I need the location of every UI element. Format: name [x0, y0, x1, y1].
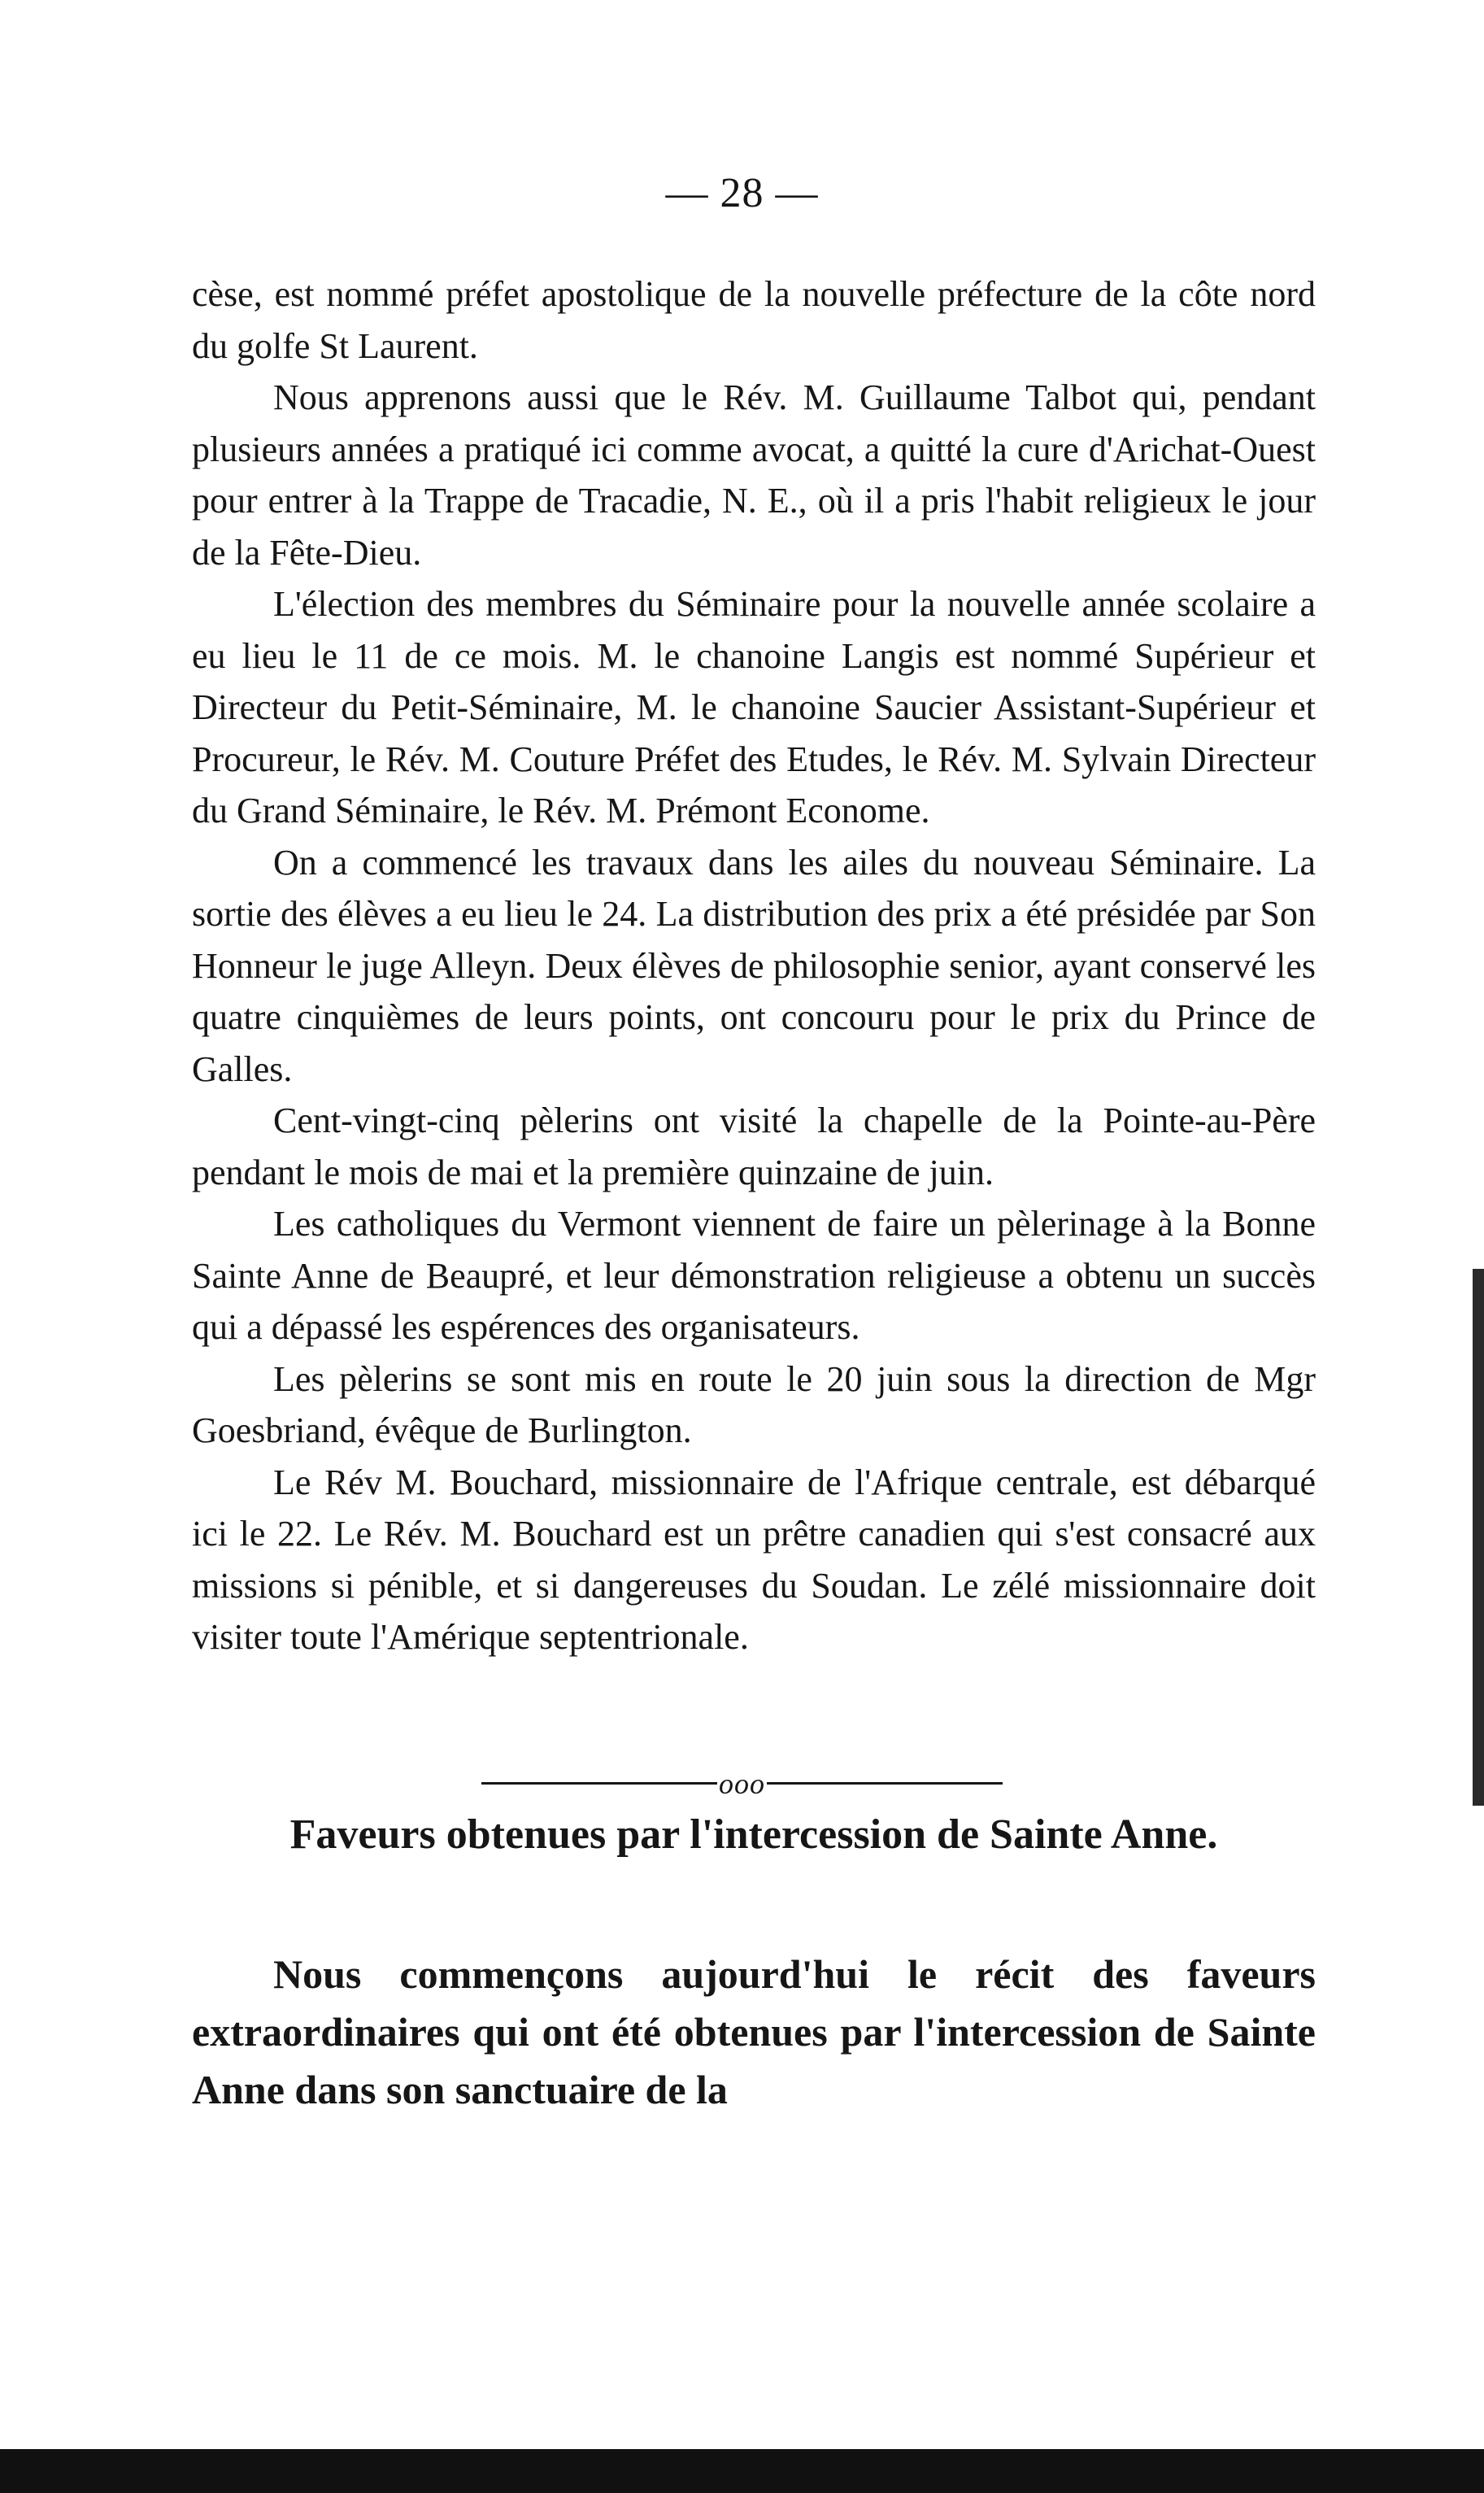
paragraph-2: Nous apprenons aussi que le Rév. M. Guillaume Talbot qui, pendant plusieurs années a pratiqué ici comme avocat, a quitté la cure d'Arichat-Ouest pour entrer à la Trappe de Tracadie, N. E., où il a pris l'habit religieux le jour de la Fête-Dieu.: [192, 377, 1316, 573]
section-intro: Nous commençons aujourd'hui le récit des faveurs extraordinaires qui ont été obtenues par l'intercession de Sainte Anne dans son sanctuaire de la: [192, 1951, 1316, 2112]
paragraph-7: Les pèlerins se sont mis en route le 20 juin sous la direction de Mgr Goesbriand, évêque de Burlington.: [192, 1358, 1316, 1450]
scan-edge-shadow: [1473, 1269, 1484, 1806]
scan-bottom-band: [0, 2449, 1484, 2493]
separator-rule-left: [481, 1782, 717, 1785]
news-column: [192, 268, 1316, 1663]
separator-mark: ooo: [719, 1767, 765, 1800]
section-separator: [0, 1763, 1484, 1801]
paragraph-1: cèse, est nommé préfet apostolique de la nouvelle préfecture de la côte nord du golfe St Laurent.: [192, 274, 1316, 366]
paragraph-8: Le Rév M. Bouchard, missionnaire de l'Afrique centrale, est débarqué ici le 22. Le Rév. M. Bouchard est un prêtre canadien qui s'est consacré aux missions si pénible, et si dangereuses du Soudan. Le zélé missionnaire doit visiter toute l'Amérique septentrionale.: [192, 1462, 1316, 1657]
paragraph-6: Les catholiques du Vermont viennent de faire un pèlerinage à la Bonne Sainte Anne de Beaupré, et leur démonstration religieuse a obtenu un succès qui a dépassé les espérences des organisateurs.: [192, 1204, 1316, 1347]
paragraph-5: Cent-vingt-cinq pèlerins ont visité la chapelle de la Pointe-au-Père pendant le mois de mai et la première quinzaine de juin.: [192, 1100, 1316, 1192]
separator-rule-right: [767, 1782, 1003, 1785]
paragraph-4: On a commencé les travaux dans les ailes du nouveau Séminaire. La sortie des élèves a eu lieu le 24. La distribution des prix a été présidée par Son Honneur le juge Alleyn. Deux élèves de philosophie senior, ayant conservé les quatre cinquièmes de leurs points, ont concouru pour le prix du Prince de Galles.: [192, 842, 1316, 1089]
section-heading: Faveurs obtenues par l'intercession de Sainte Anne.: [289, 1811, 1218, 1858]
paragraph-3: L'élection des membres du Séminaire pour la nouvelle année scolaire a eu lieu le 11 de ce mois. M. le chanoine Langis est nommé Supérieur et Directeur du Petit-Séminaire, M. le chanoine Saucier Assistant-Supérieur et Procureur, le Rév. M. Couture Préfet des Etudes, le Rév. M. Sylvain Directeur du Grand Séminaire, le Rév. M. Prémont Econome.: [192, 584, 1316, 830]
page-number: — 28 —: [665, 170, 819, 216]
